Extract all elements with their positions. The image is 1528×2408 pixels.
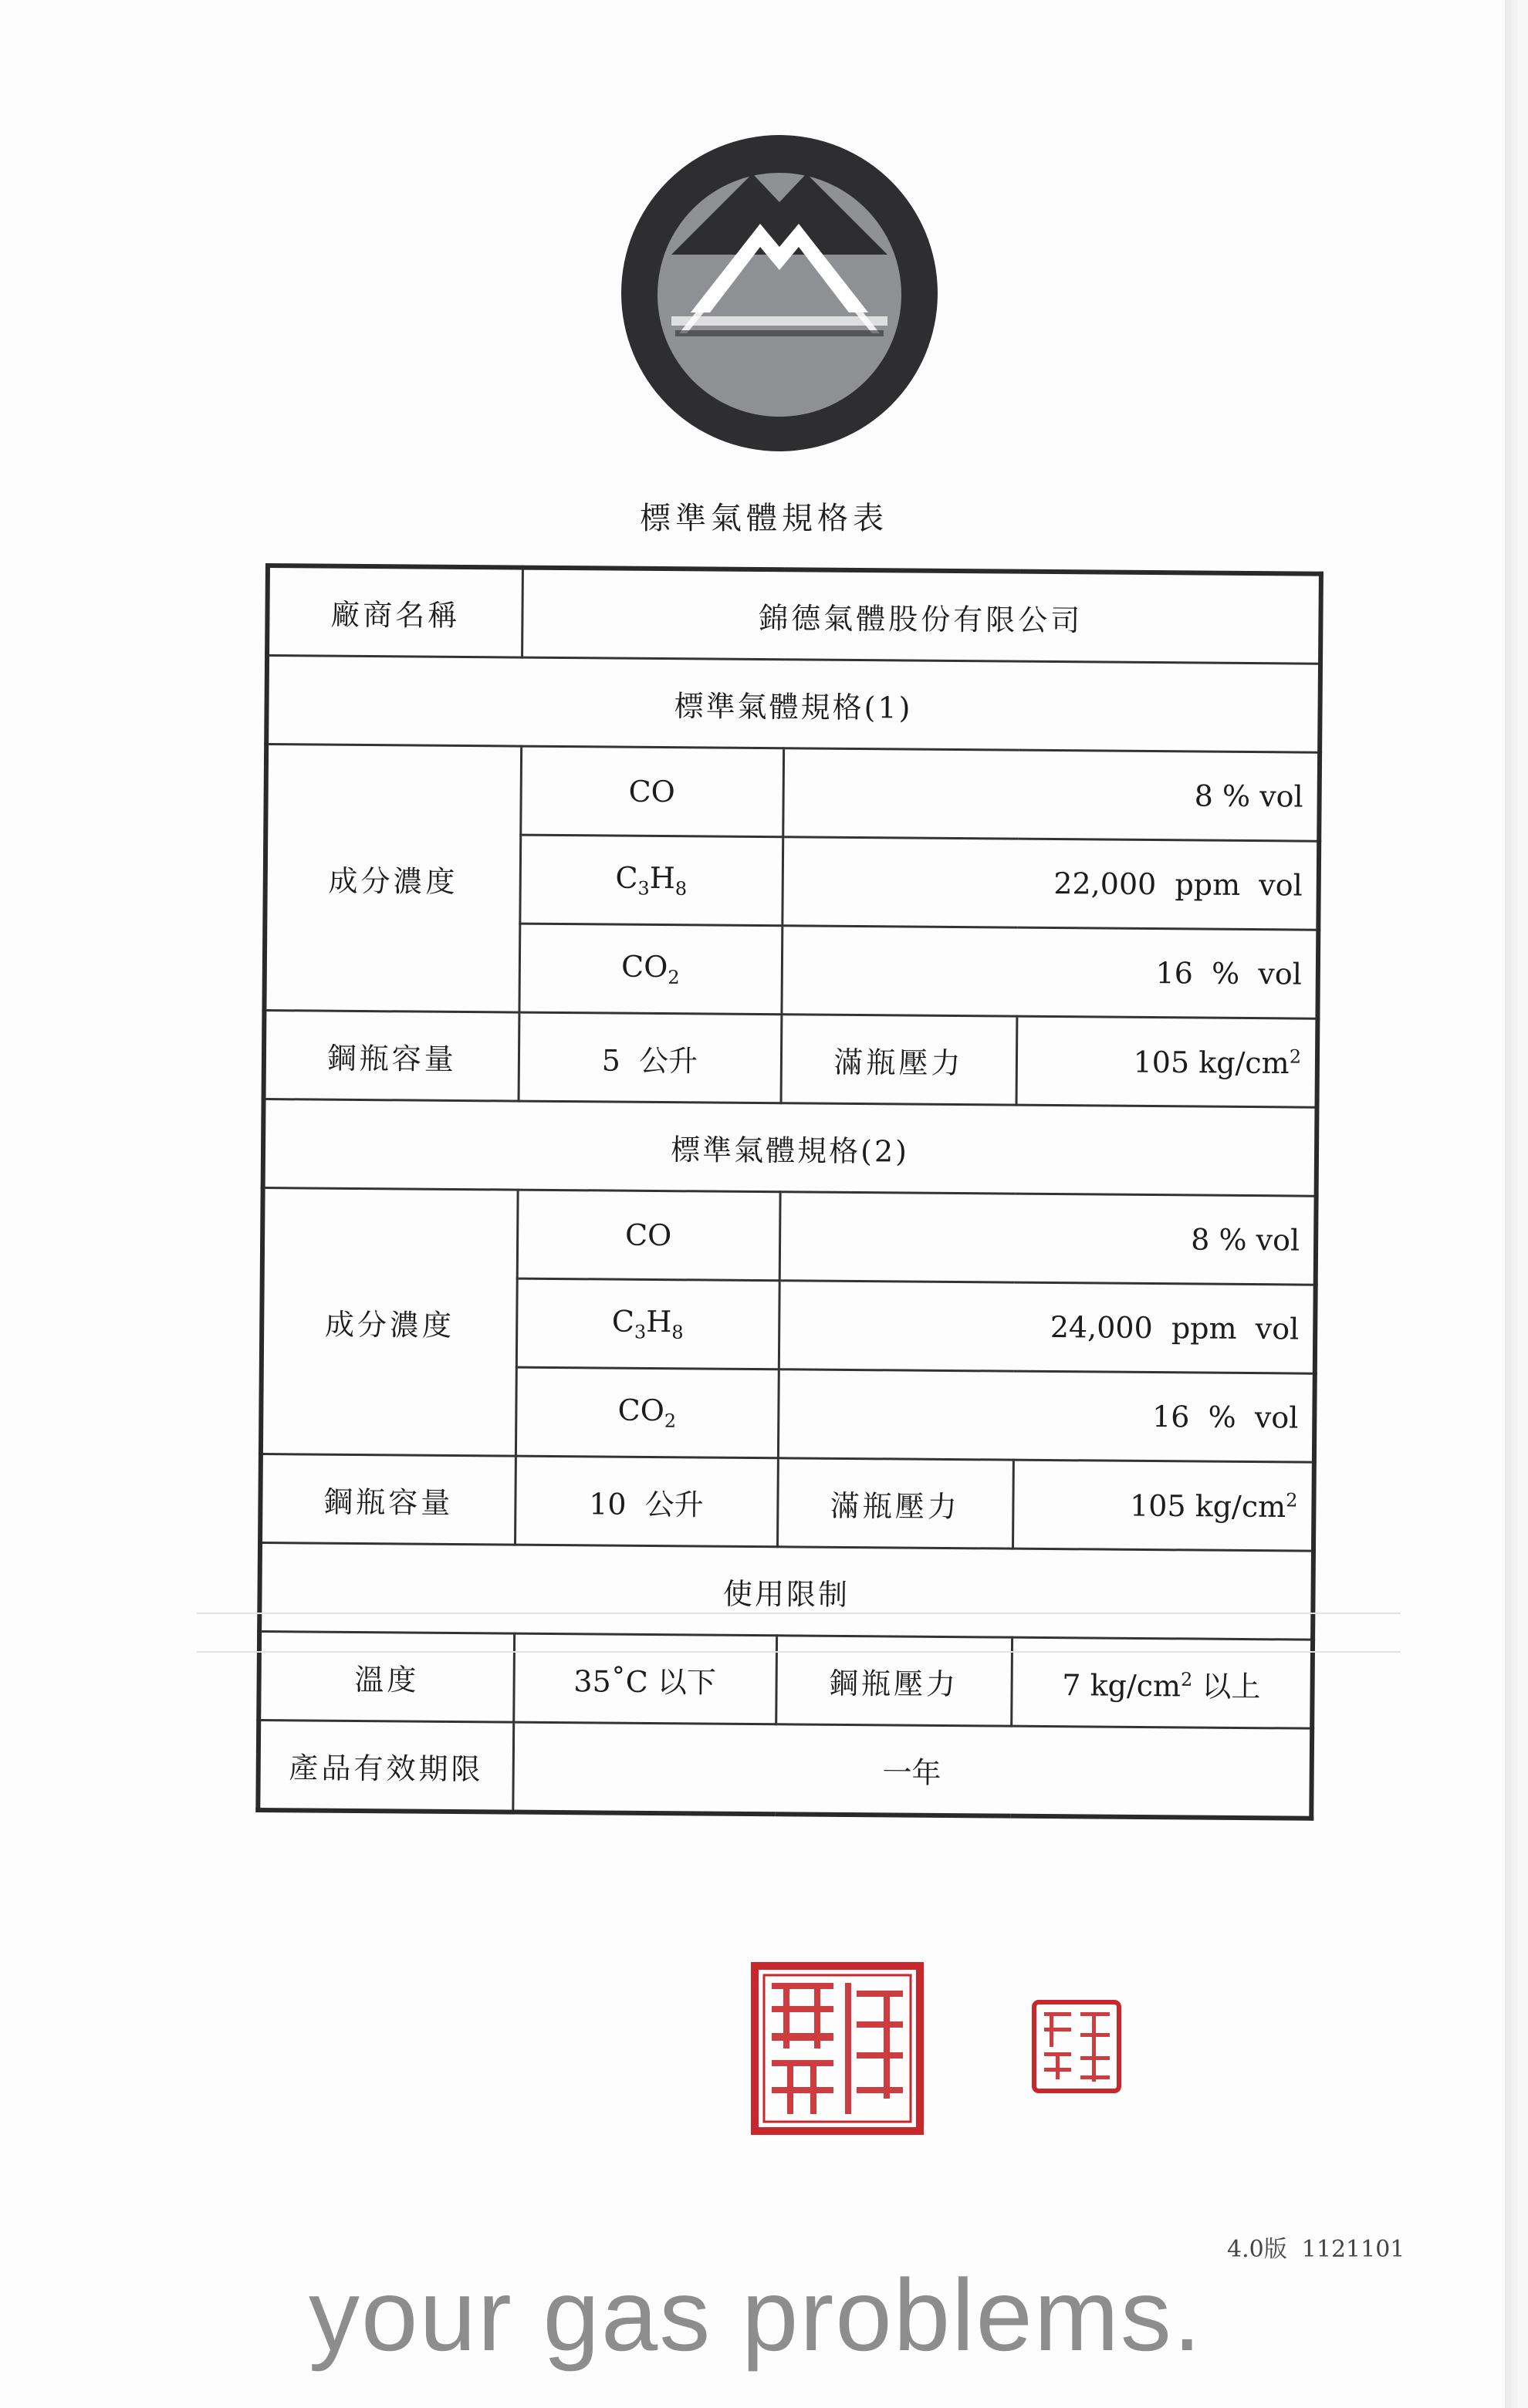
spec-table xyxy=(255,563,1323,1821)
spec1-value-c3h8: 22,000 ppm vol xyxy=(782,837,1319,930)
spec2-cylinder-row xyxy=(260,1454,1314,1551)
spec1-cylinder-label: 鋼瓶容量 xyxy=(264,1011,519,1102)
representative-seal-stamp xyxy=(1030,1998,1123,2095)
spec1-component-label: 成分濃度 xyxy=(264,745,521,1013)
mountain-emblem-logo xyxy=(617,131,941,455)
validity-value: 一年 xyxy=(512,1722,1312,1819)
spec1-heading-row xyxy=(266,656,1320,753)
spec2-value-co: 8 % vol xyxy=(779,1192,1317,1285)
usage-heading-row xyxy=(259,1542,1313,1640)
spec2-heading: 標準氣體規格(2) xyxy=(263,1099,1317,1197)
usage-row xyxy=(259,1631,1313,1728)
spec2-component-row xyxy=(262,1187,1317,1285)
document-title: 標準氣體規格表 xyxy=(640,501,888,536)
spec1-pressure-label: 滿瓶壓力 xyxy=(781,1015,1017,1105)
usage-heading: 使用限制 xyxy=(259,1542,1313,1640)
spec1-gas-co: CO xyxy=(520,746,783,837)
spec2-gas-c3h8: $C_3H_8$ xyxy=(516,1278,779,1369)
version-label: 4.0版 1121101 xyxy=(1227,2236,1405,2263)
spec2-gas-co: CO xyxy=(517,1190,780,1281)
spec1-value-co: 8 % vol xyxy=(783,748,1320,841)
scan-line xyxy=(197,1613,1401,1614)
spec1-value-co2: 16 % vol xyxy=(781,926,1318,1018)
spec2-component-label: 成分濃度 xyxy=(261,1187,518,1456)
spec1-component-row xyxy=(265,745,1320,842)
temp-value: 35˚C 以下 xyxy=(513,1633,776,1724)
manufacturer-row xyxy=(267,566,1321,664)
spec1-cylinder-value: 5 公升 xyxy=(519,1012,782,1103)
company-seal-stamp xyxy=(749,1960,926,2137)
spec2-value-c3h8: 24,000 ppm vol xyxy=(779,1281,1316,1373)
spec2-pressure-value: 105 $kg/cm^2$ xyxy=(1012,1460,1314,1551)
slogan-text: your gas problems. xyxy=(309,2258,1203,2372)
spec2-cylinder-value: 10 公升 xyxy=(515,1456,778,1547)
spec1-cylinder-row xyxy=(264,1011,1318,1108)
spec1-gas-co2: $CO_2$ xyxy=(519,924,782,1015)
spec1-gas-c3h8: $C_3H_8$ xyxy=(519,835,783,926)
spec1-heading: 標準氣體規格(1) xyxy=(266,656,1320,753)
validity-row xyxy=(258,1720,1312,1818)
spec2-gas-co2: $CO_2$ xyxy=(516,1367,779,1458)
scan-line xyxy=(197,1651,1401,1653)
spec1-pressure-value: 105 $kg/cm^2$ xyxy=(1016,1016,1318,1107)
spec2-pressure-label: 滿瓶壓力 xyxy=(777,1458,1013,1548)
spec2-value-co2: 16 % vol xyxy=(778,1369,1315,1462)
spec2-heading-row xyxy=(263,1099,1317,1197)
spec2-cylinder-label: 鋼瓶容量 xyxy=(260,1454,516,1545)
temp-label: 溫度 xyxy=(259,1631,514,1722)
cylinder-pressure-label: 鋼瓶壓力 xyxy=(776,1636,1012,1726)
manufacturer-label: 廠商名稱 xyxy=(267,566,522,657)
manufacturer-value: 錦德氣體股份有限公司 xyxy=(522,568,1321,664)
cylinder-pressure-value: 7 $kg/cm^2$ 以上 xyxy=(1011,1637,1313,1728)
validity-label: 產品有效期限 xyxy=(258,1720,513,1812)
